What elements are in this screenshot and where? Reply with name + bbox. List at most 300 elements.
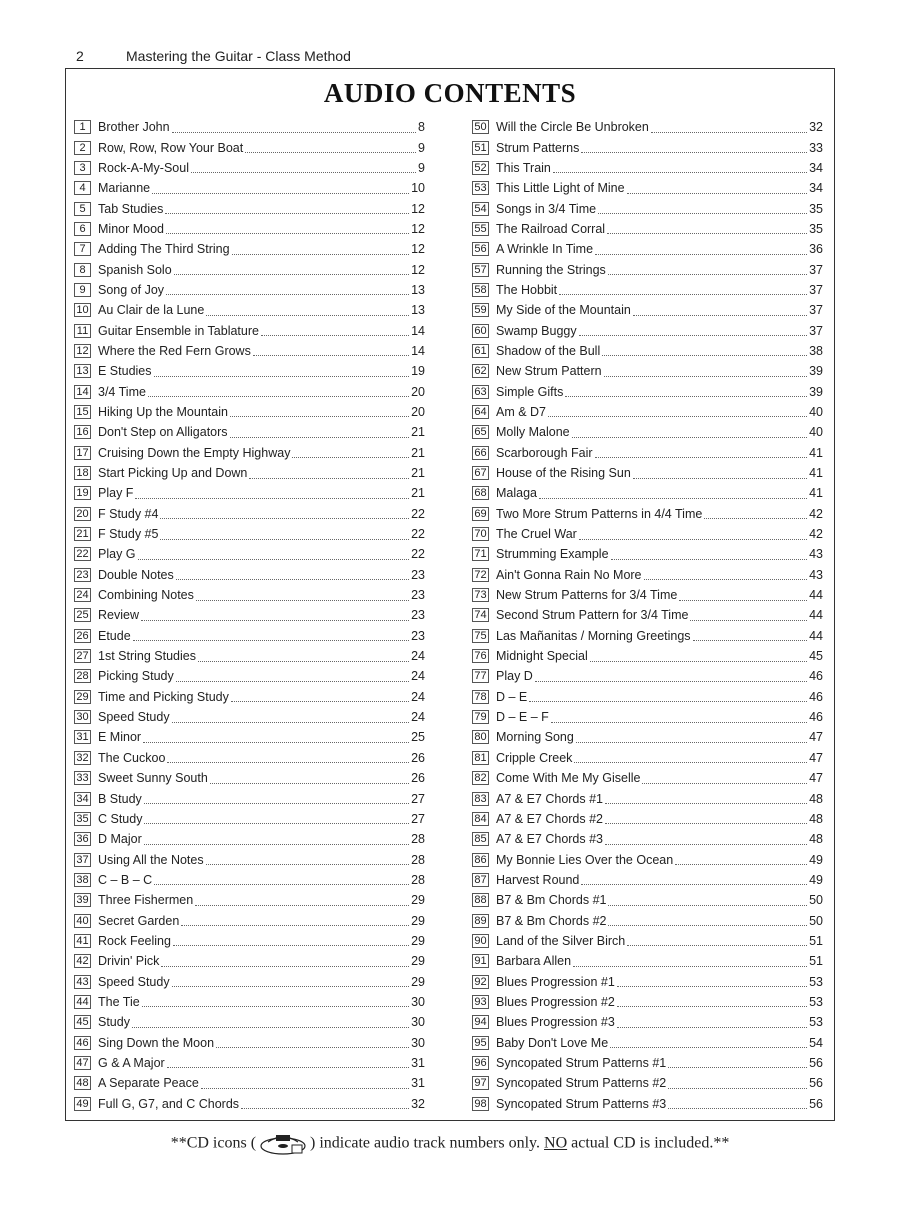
track-title: D – E — [496, 689, 528, 704]
track-title: Morning Song — [496, 730, 574, 745]
track-number-box: 49 — [74, 1097, 91, 1111]
track-row — [472, 748, 823, 768]
dot-leader — [142, 996, 409, 1007]
track-title: Running the Strings — [496, 262, 606, 277]
dot-leader — [172, 976, 410, 987]
track-title: Sing Down the Moon — [98, 1035, 215, 1050]
track-title: Three Fishermen — [98, 893, 194, 908]
track-number-box: 1 — [74, 120, 91, 134]
page-ref: 40 — [809, 425, 823, 440]
track-number-box: 95 — [472, 1036, 489, 1050]
page-ref: 54 — [809, 1035, 823, 1050]
track-title: The Tie — [98, 994, 140, 1009]
dot-leader — [249, 468, 409, 479]
track-row — [74, 361, 425, 381]
track-number-box: 87 — [472, 873, 489, 887]
track-row — [74, 605, 425, 625]
page-ref: 48 — [809, 811, 823, 826]
track-title: Tab Studies — [98, 201, 164, 216]
track-title: The Cruel War — [496, 527, 577, 542]
track-row — [472, 443, 823, 463]
track-title: House of the Rising Sun — [496, 466, 631, 481]
track-row — [472, 361, 823, 381]
page-ref: 34 — [809, 181, 823, 196]
track-row — [472, 504, 823, 524]
track-title: Come With Me My Giselle — [496, 771, 641, 786]
track-row — [74, 239, 425, 259]
track-row — [472, 219, 823, 239]
dot-leader — [161, 956, 409, 967]
page-ref: 27 — [411, 791, 425, 806]
track-row — [74, 809, 425, 829]
page-ref: 49 — [809, 852, 823, 867]
dot-leader — [133, 630, 409, 641]
page-ref: 49 — [809, 872, 823, 887]
dot-leader — [608, 895, 807, 906]
track-title: Rock Feeling — [98, 933, 171, 948]
dot-leader — [167, 752, 409, 763]
dot-leader — [581, 142, 807, 153]
dot-leader — [231, 691, 409, 702]
page-ref: 37 — [809, 323, 823, 338]
track-row — [472, 158, 823, 178]
track-number-box: 32 — [74, 751, 91, 765]
dot-leader — [611, 549, 808, 560]
track-title: Hiking Up the Mountain — [98, 404, 228, 419]
page-ref: 30 — [411, 1035, 425, 1050]
track-row — [74, 768, 425, 788]
page-ref: 53 — [809, 1015, 823, 1030]
track-number-box: 98 — [472, 1097, 489, 1111]
page-ref: 21 — [411, 466, 425, 481]
track-title: Speed Study — [98, 974, 170, 989]
dot-leader — [651, 122, 807, 133]
track-row — [472, 971, 823, 991]
dot-leader — [579, 325, 807, 336]
track-number-box: 58 — [472, 283, 489, 297]
track-row — [74, 137, 425, 157]
track-number-box: 90 — [472, 934, 489, 948]
track-title: Don't Step on Alligators — [98, 425, 228, 440]
page-ref: 27 — [411, 811, 425, 826]
track-title: A7 & E7 Chords #3 — [496, 832, 604, 847]
dot-leader — [181, 915, 409, 926]
track-number-box: 86 — [472, 853, 489, 867]
track-row — [472, 320, 823, 340]
page-ref: 23 — [411, 608, 425, 623]
track-row — [74, 971, 425, 991]
track-row — [74, 992, 425, 1012]
page-ref: 10 — [411, 181, 425, 196]
dot-leader — [148, 386, 409, 397]
dot-leader — [627, 183, 808, 194]
dot-leader — [167, 1057, 409, 1068]
track-number-box: 42 — [74, 954, 91, 968]
track-title: Rock-A-My-Soul — [98, 160, 189, 175]
track-title: Midnight Special — [496, 649, 588, 664]
track-row — [74, 1053, 425, 1073]
track-row — [472, 381, 823, 401]
track-title: Simple Gifts — [496, 384, 564, 399]
dot-leader — [617, 996, 807, 1007]
page-ref: 53 — [809, 994, 823, 1009]
page-ref: 33 — [809, 140, 823, 155]
track-row — [472, 565, 823, 585]
page-ref: 37 — [809, 282, 823, 297]
dot-leader — [206, 305, 409, 316]
track-number-box: 84 — [472, 812, 489, 826]
track-row — [74, 829, 425, 849]
page-ref: 30 — [411, 1015, 425, 1030]
track-title: Picking Study — [98, 669, 174, 684]
track-number-box: 60 — [472, 324, 489, 338]
track-row — [74, 626, 425, 646]
dot-leader — [617, 1017, 807, 1028]
dot-leader — [602, 345, 807, 356]
dot-leader — [679, 590, 807, 601]
track-title: Blues Progression #2 — [496, 994, 615, 1009]
page-ref: 47 — [809, 750, 823, 765]
track-title: Second Strum Pattern for 3/4 Time — [496, 608, 689, 623]
dot-leader — [608, 264, 807, 275]
track-row — [472, 890, 823, 910]
track-number-box: 81 — [472, 751, 489, 765]
dot-leader — [176, 569, 409, 580]
dot-leader — [166, 223, 409, 234]
page-ref: 29 — [411, 913, 425, 928]
track-title: Double Notes — [98, 567, 174, 582]
track-title: A Separate Peace — [98, 1076, 199, 1091]
page-ref: 23 — [411, 588, 425, 603]
page-ref: 13 — [411, 303, 425, 318]
page-ref: 43 — [809, 547, 823, 562]
page-ref: 39 — [809, 364, 823, 379]
dot-leader — [675, 854, 807, 865]
footnote-start: **CD icons ( — [170, 1134, 257, 1152]
page-ref: 12 — [411, 242, 425, 257]
track-number-box: 67 — [472, 466, 489, 480]
dot-leader — [232, 244, 410, 255]
track-title: E Minor — [98, 730, 142, 745]
track-number-box: 21 — [74, 527, 91, 541]
track-number-box: 18 — [74, 466, 91, 480]
track-number-box: 34 — [74, 792, 91, 806]
track-row — [74, 707, 425, 727]
dot-leader — [144, 813, 409, 824]
page-ref: 46 — [809, 710, 823, 725]
track-row — [74, 219, 425, 239]
track-row — [472, 1053, 823, 1073]
page-ref: 38 — [809, 343, 823, 358]
track-title: Syncopated Strum Patterns #3 — [496, 1096, 667, 1111]
track-number-box: 15 — [74, 405, 91, 419]
track-number-box: 47 — [74, 1056, 91, 1070]
page-ref: 51 — [809, 933, 823, 948]
dot-leader — [581, 874, 807, 885]
track-title: Adding The Third String — [98, 242, 230, 257]
track-title: Brother John — [98, 120, 170, 135]
track-row — [472, 687, 823, 707]
page-ref: 21 — [411, 445, 425, 460]
track-title: The Hobbit — [496, 282, 558, 297]
track-number-box: 56 — [472, 242, 489, 256]
track-number-box: 17 — [74, 446, 91, 460]
track-number-box: 59 — [472, 303, 489, 317]
track-number-box: 40 — [74, 914, 91, 928]
page-ref: 40 — [809, 404, 823, 419]
dot-leader — [627, 935, 807, 946]
track-number-box: 89 — [472, 914, 489, 928]
track-row — [74, 1032, 425, 1052]
track-title: This Little Light of Mine — [496, 181, 625, 196]
dot-leader — [548, 406, 807, 417]
page-ref: 26 — [411, 750, 425, 765]
track-title: This Train — [496, 160, 551, 175]
track-number-box: 69 — [472, 507, 489, 521]
track-number-box: 82 — [472, 771, 489, 785]
track-number-box: 41 — [74, 934, 91, 948]
track-number-box: 26 — [74, 629, 91, 643]
page-ref: 9 — [418, 160, 425, 175]
track-number-box: 13 — [74, 364, 91, 378]
page-ref: 20 — [411, 404, 425, 419]
track-number-box: 23 — [74, 568, 91, 582]
dot-leader — [579, 529, 807, 540]
track-row — [74, 544, 425, 564]
dot-leader — [160, 508, 409, 519]
cd-icon — [258, 1133, 308, 1155]
track-number-box: 79 — [472, 710, 489, 724]
track-row — [74, 931, 425, 951]
page-ref: 25 — [411, 730, 425, 745]
track-number-box: 61 — [472, 344, 489, 358]
dot-leader — [604, 366, 808, 377]
track-row — [74, 259, 425, 279]
track-title: Row, Row, Row Your Boat — [98, 140, 244, 155]
track-number-box: 20 — [74, 507, 91, 521]
track-number-box: 80 — [472, 730, 489, 744]
track-number-box: 37 — [74, 853, 91, 867]
dot-leader — [160, 529, 409, 540]
track-row — [472, 666, 823, 686]
track-number-box: 9 — [74, 283, 91, 297]
track-row — [472, 178, 823, 198]
track-number-box: 97 — [472, 1076, 489, 1090]
footnote-emphasis: NO — [544, 1134, 568, 1152]
track-title: New Strum Pattern — [496, 364, 602, 379]
dot-leader — [559, 284, 807, 295]
track-title: My Side of the Mountain — [496, 303, 631, 318]
dot-leader — [704, 508, 807, 519]
track-number-box: 28 — [74, 669, 91, 683]
track-row — [74, 565, 425, 585]
page-ref: 23 — [411, 628, 425, 643]
track-number-box: 27 — [74, 649, 91, 663]
track-row — [74, 748, 425, 768]
page-ref: 32 — [411, 1096, 425, 1111]
dot-leader — [690, 610, 807, 621]
dot-leader — [138, 549, 410, 560]
track-row — [472, 1032, 823, 1052]
page-ref: 24 — [411, 710, 425, 725]
page-ref: 22 — [411, 547, 425, 562]
page-ref: 19 — [411, 364, 425, 379]
track-row — [74, 463, 425, 483]
track-number-box: 33 — [74, 771, 91, 785]
track-title: Strumming Example — [496, 547, 609, 562]
dot-leader — [191, 162, 416, 173]
page-ref: 41 — [809, 445, 823, 460]
track-row — [472, 849, 823, 869]
track-row — [472, 931, 823, 951]
track-title: B7 & Bm Chords #2 — [496, 913, 607, 928]
track-row — [472, 951, 823, 971]
track-title: F Study #5 — [98, 527, 159, 542]
page-ref: 50 — [809, 893, 823, 908]
track-title: Time and Picking Study — [98, 689, 229, 704]
track-number-box: 48 — [74, 1076, 91, 1090]
page-ref: 56 — [809, 1055, 823, 1070]
page-ref: 37 — [809, 303, 823, 318]
page-ref: 31 — [411, 1076, 425, 1091]
dot-leader — [595, 447, 808, 458]
track-title: Ain't Gonna Rain No More — [496, 567, 642, 582]
track-title: Sweet Sunny South — [98, 771, 208, 786]
track-number-box: 43 — [74, 975, 91, 989]
page-ref: 47 — [809, 771, 823, 786]
dot-leader — [206, 854, 409, 865]
track-title: Speed Study — [98, 710, 170, 725]
dot-leader — [195, 895, 409, 906]
dot-leader — [590, 651, 807, 662]
page-ref: 44 — [809, 628, 823, 643]
book-title: Mastering the Guitar - Class Method — [126, 48, 351, 64]
page-ref: 53 — [809, 974, 823, 989]
track-number-box: 93 — [472, 995, 489, 1009]
track-title: Two More Strum Patterns in 4/4 Time — [496, 506, 703, 521]
page-ref: 44 — [809, 588, 823, 603]
track-row — [472, 605, 823, 625]
dot-leader — [565, 386, 807, 397]
track-number-box: 51 — [472, 141, 489, 155]
track-row — [472, 483, 823, 503]
track-row — [472, 1073, 823, 1093]
dot-leader — [553, 162, 807, 173]
page-ref: 22 — [411, 527, 425, 542]
track-number-box: 78 — [472, 690, 489, 704]
track-number-box: 53 — [472, 181, 489, 195]
track-row — [472, 524, 823, 544]
track-title: Minor Mood — [98, 221, 164, 236]
track-row — [472, 626, 823, 646]
track-title: The Railroad Corral — [496, 221, 606, 236]
track-row — [74, 890, 425, 910]
track-title: Land of the Silver Birch — [496, 933, 626, 948]
dot-leader — [253, 345, 409, 356]
page-ref: 12 — [411, 201, 425, 216]
track-row — [74, 1012, 425, 1032]
track-number-box: 55 — [472, 222, 489, 236]
track-row — [74, 422, 425, 442]
track-row — [74, 443, 425, 463]
dot-leader — [144, 834, 409, 845]
track-row — [472, 768, 823, 788]
page-ref: 24 — [411, 649, 425, 664]
track-title: Play D — [496, 669, 533, 684]
dot-leader — [633, 468, 807, 479]
right-column — [472, 117, 823, 1114]
track-title: Scarborough Fair — [496, 445, 593, 460]
track-title: Play F — [98, 486, 134, 501]
track-title: Etude — [98, 628, 131, 643]
dot-leader — [668, 1098, 807, 1109]
dot-leader — [196, 590, 409, 601]
track-row — [74, 198, 425, 218]
track-row — [472, 117, 823, 137]
dot-leader — [176, 671, 409, 682]
track-row — [74, 402, 425, 422]
page-ref: 29 — [411, 954, 425, 969]
track-row — [74, 320, 425, 340]
dot-leader — [598, 203, 807, 214]
dot-leader — [216, 1037, 409, 1048]
dot-leader — [633, 305, 807, 316]
track-title: Cruising Down the Empty Highway — [98, 445, 291, 460]
page-ref: 47 — [809, 730, 823, 745]
track-title: Where the Red Fern Grows — [98, 343, 251, 358]
track-number-box: 92 — [472, 975, 489, 989]
track-row — [472, 198, 823, 218]
track-row — [74, 178, 425, 198]
track-title: Play G — [98, 547, 136, 562]
dot-leader — [154, 874, 409, 885]
page-ref: 41 — [809, 486, 823, 501]
track-row — [472, 463, 823, 483]
track-row — [472, 727, 823, 747]
track-number-box: 3 — [74, 161, 91, 175]
page-ref: 46 — [809, 689, 823, 704]
track-title: D – E – F — [496, 710, 549, 725]
track-number-box: 38 — [74, 873, 91, 887]
dot-leader — [605, 834, 807, 845]
track-row — [472, 402, 823, 422]
track-number-box: 14 — [74, 385, 91, 399]
page-ref: 28 — [411, 872, 425, 887]
track-row — [472, 707, 823, 727]
page-ref: 12 — [411, 221, 425, 236]
track-number-box: 88 — [472, 893, 489, 907]
track-number-box: 24 — [74, 588, 91, 602]
track-title: Guitar Ensemble in Tablature — [98, 323, 259, 338]
track-number-box: 30 — [74, 710, 91, 724]
track-number-box: 54 — [472, 202, 489, 216]
dot-leader — [241, 1098, 409, 1109]
page-ref: 24 — [411, 689, 425, 704]
track-title: Cripple Creek — [496, 750, 573, 765]
page-number: 2 — [76, 48, 84, 64]
page-ref: 9 — [418, 140, 425, 155]
dot-leader — [261, 325, 409, 336]
track-row — [472, 137, 823, 157]
page-ref: 36 — [809, 242, 823, 257]
running-header — [76, 48, 351, 64]
track-row — [74, 524, 425, 544]
track-row — [74, 341, 425, 361]
page-ref: 48 — [809, 832, 823, 847]
page-ref: 50 — [809, 913, 823, 928]
track-number-box: 63 — [472, 385, 489, 399]
track-title: Malaga — [496, 486, 537, 501]
